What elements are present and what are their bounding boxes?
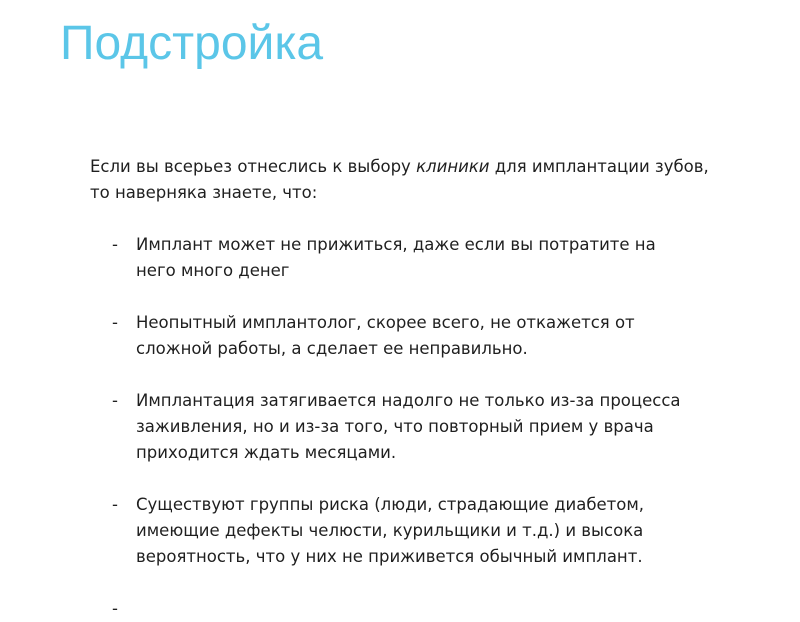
bullet-marker: - (112, 235, 118, 254)
intro-emphasis: клиники (416, 157, 490, 176)
list-item (90, 388, 696, 466)
list-item-text: Неопытный имплантолог, скорее всего, не откажется от сложной работы, а сделает ее неправильно. (136, 313, 635, 358)
bullet-marker: - (112, 313, 118, 332)
slide-title: Подстройка (60, 17, 324, 70)
list-item-text: Имплантация затягивается надолго не только из-за процесса заживления, но и из-за того, что повторный прием у врача приходится ждать месяцами. (136, 391, 681, 462)
bullet-marker: - (112, 495, 118, 514)
intro-text-start: Если вы всерьез отнеслись к выбору (90, 157, 417, 176)
intro-paragraph (90, 154, 730, 206)
bullet-marker: - (112, 391, 118, 410)
bullet-marker: - (112, 599, 118, 618)
bullet-list (90, 232, 730, 622)
intro-text-end: для имплантации зубов, то наверняка знаете, что: (90, 157, 709, 202)
slide-body (90, 154, 730, 622)
list-item-text: Существуют группы риска (люди, страдающие диабетом, имеющие дефекты челюсти, курильщики и т.д.) и высока вероятность, что у них не приживется обычный имплант. (136, 495, 645, 566)
list-item (90, 492, 696, 570)
list-item (90, 310, 696, 362)
list-item (90, 232, 696, 284)
list-item-text: Имплант может не прижиться, даже если вы потратите на него много денег (136, 235, 656, 280)
list-item-empty (90, 596, 696, 622)
